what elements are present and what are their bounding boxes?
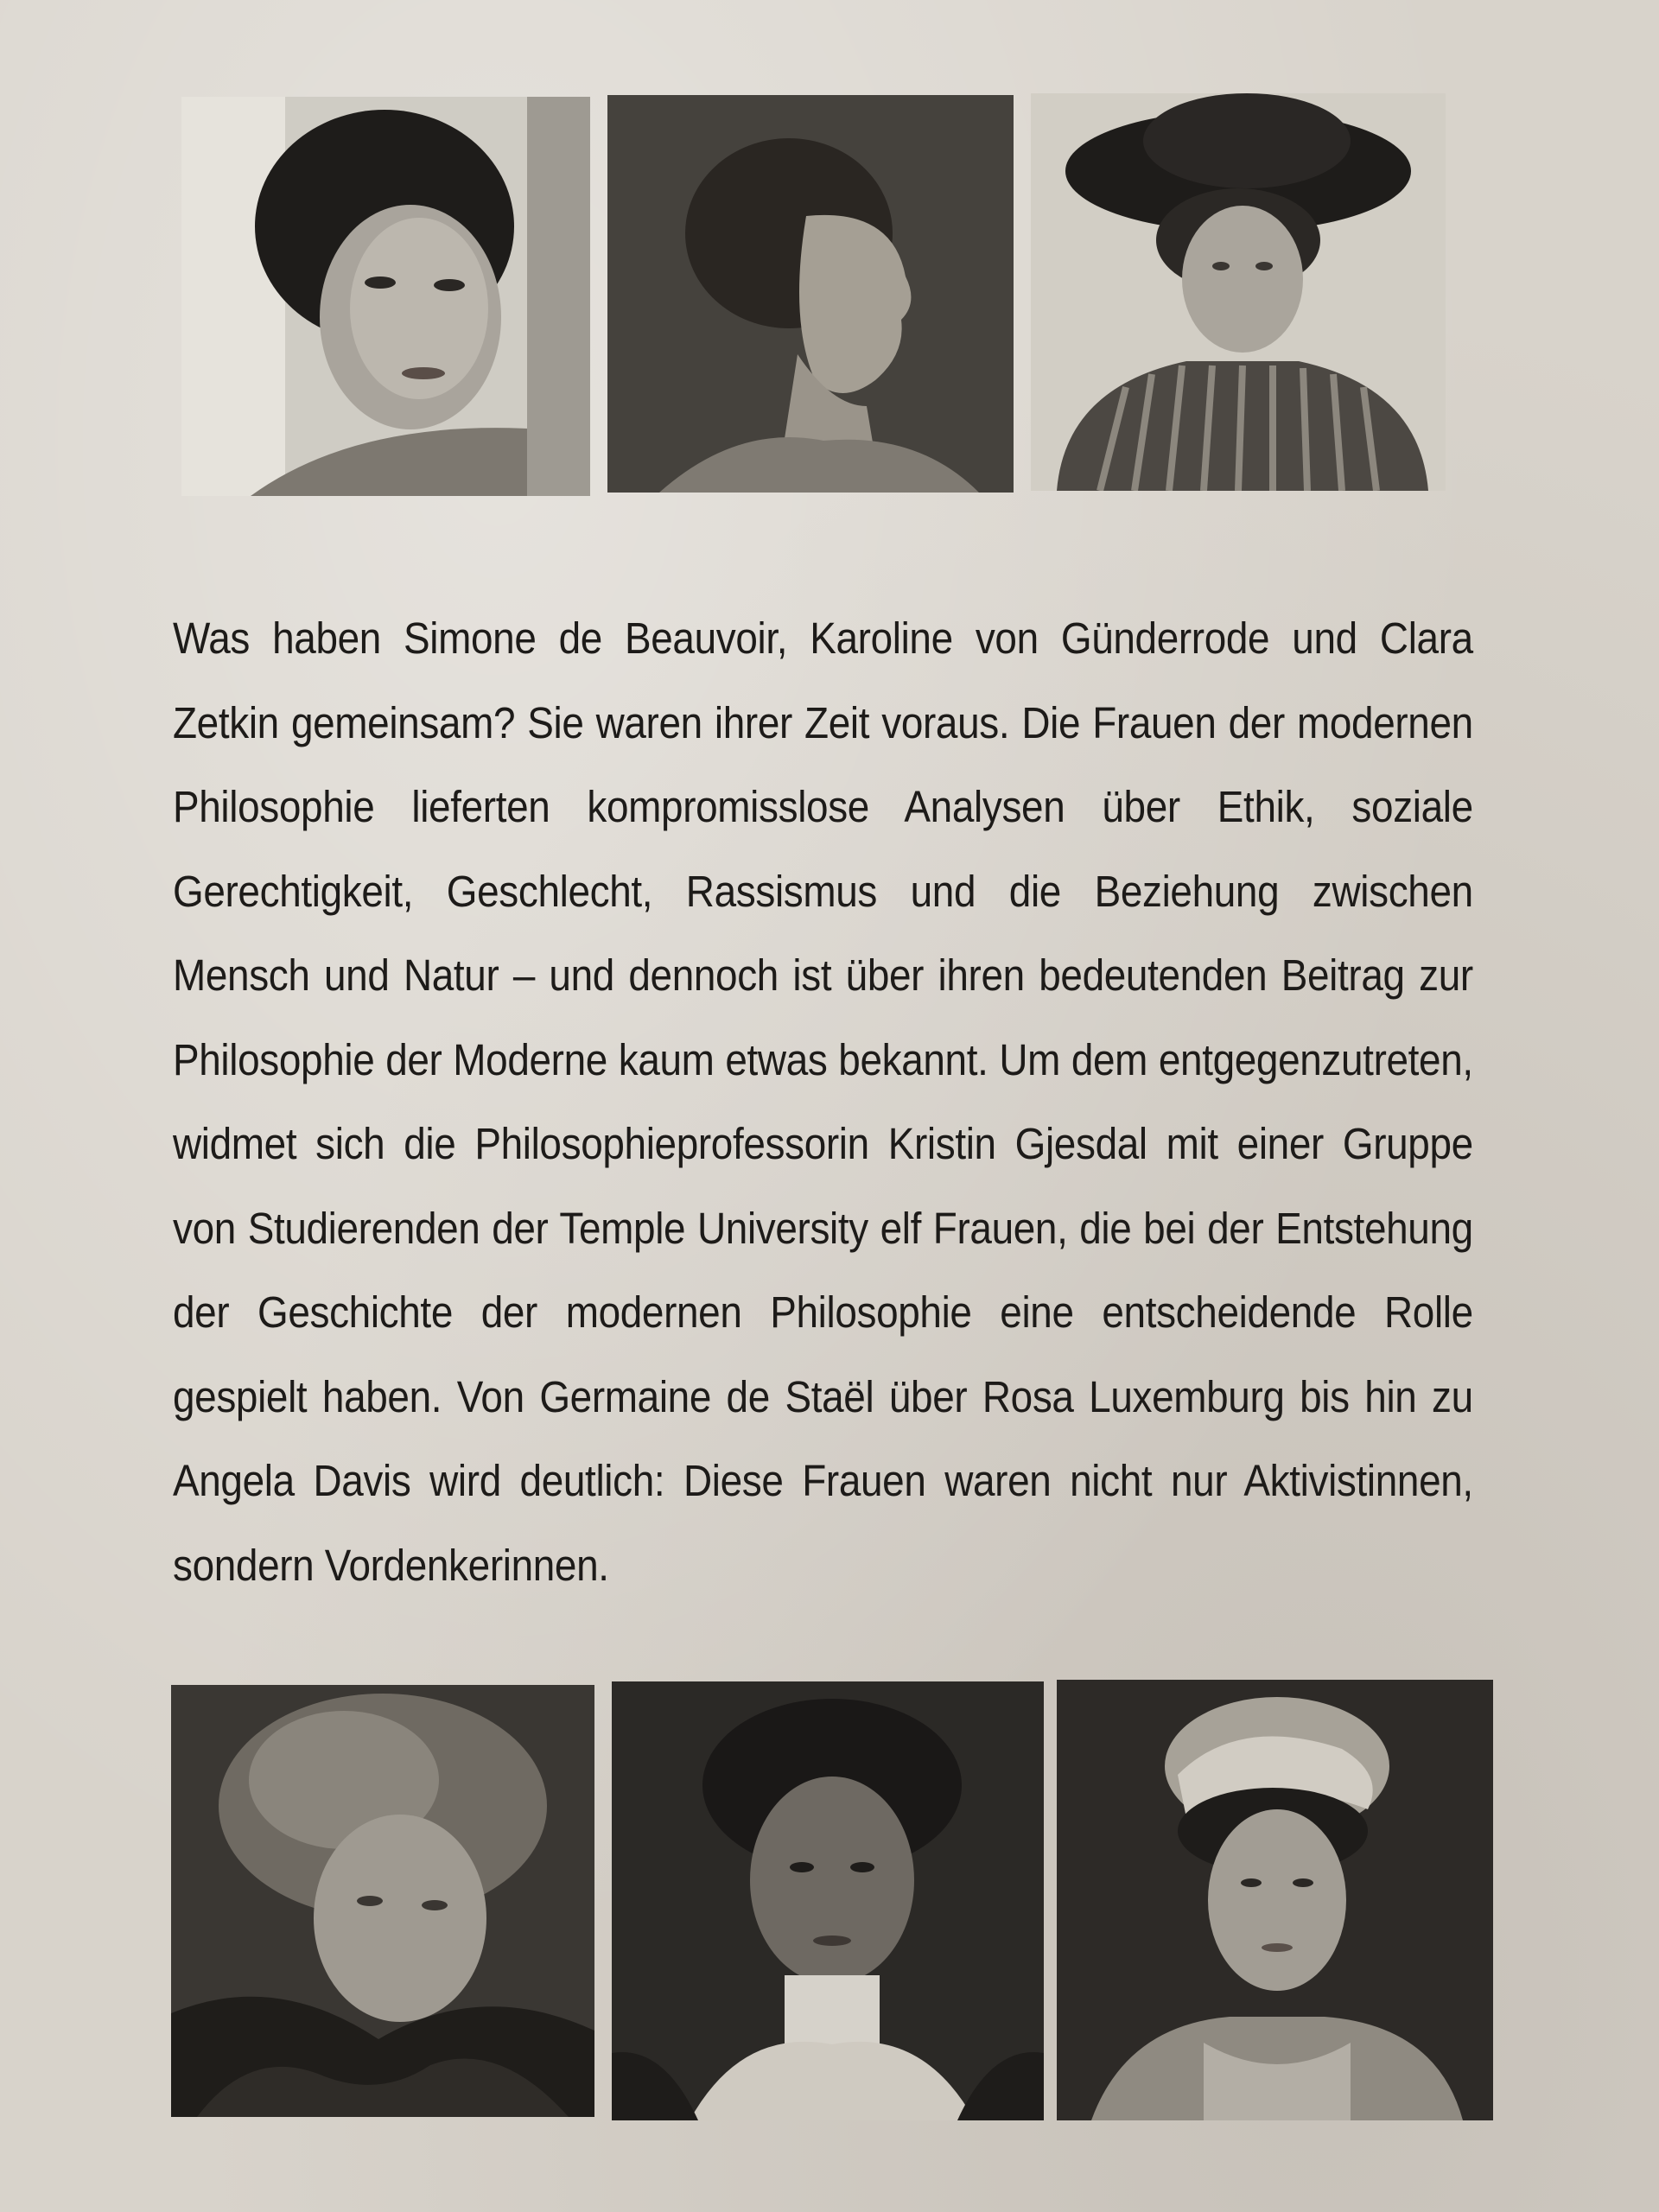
back-cover-blurb: Was haben Simone de Beauvoir, Karoline von Günderrode und Clara Zetkin gemeinsam? Sie waren ihrer Zeit voraus. Die Frauen der modernen Philosophie lieferten kompromisslose Analysen über Ethik, soziale Gerechtigkeit, Geschlecht, Rassismus und die Beziehung zwischen Mensch und Natur – und dennoch ist über ihren bedeutenden Beitrag zur Philosophie der Moderne kaum etwas bekannt. Um dem entgegenzutreten, widmet sich die Philosophieprofessorin Kristin Gjesdal mit einer Gruppe von Studierenden der Temple University elf Frauen, die bei der Entstehung der Geschichte der modernen Philosophie eine entscheidende Rolle gespielt haben. Von Germaine de Staël über Rosa Luxemburg bis hin zu Angela Davis wird deutlich: Diese Frauen waren nicht nur Aktivistinnen, sondern Vordenkerinnen. (173, 613, 1473, 1590)
portrait-bottom-middle (612, 1681, 1044, 2120)
portrait-bottom-left (171, 1685, 594, 2117)
portrait-bottom-right (1057, 1680, 1493, 2120)
portrait-top-left (181, 97, 590, 496)
portrait-top-middle (607, 95, 1014, 493)
portrait-top-right (1031, 93, 1446, 491)
